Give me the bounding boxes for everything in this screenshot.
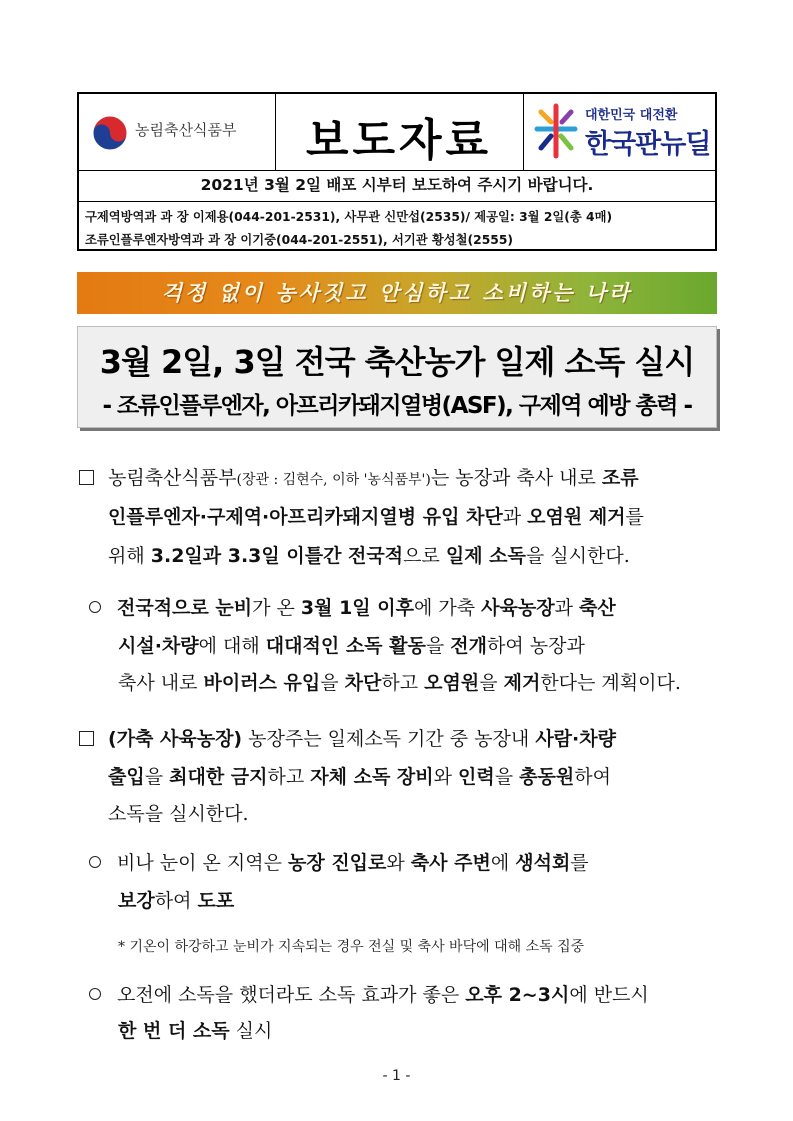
- paragraph-2-line-3: 축사 내로 바이러스 유입을 차단하고 오염원을 제거한다는 계획이다.: [118, 672, 681, 694]
- paragraph-4-line-1: 비나 눈이 온 지역은 농장 진입로와 축사 주변에 생석회를: [89, 848, 589, 875]
- release-notice: 2021년 3월 2일 배포 시부터 보도하여 주시기 바랍니다.: [79, 170, 715, 202]
- press-header-table: [77, 92, 717, 251]
- new-deal-subtitle: 대한민국 대전환: [585, 108, 678, 123]
- slogan-banner: [77, 272, 717, 314]
- contact-line-2: 조류인플루엔자방역과 과 장 이기중(044-201-2551), 서기관 황성철(2555): [85, 233, 514, 247]
- paragraph-5-line-2: 한 번 더 소독 실시: [118, 1020, 273, 1042]
- header-top-row: [79, 94, 715, 171]
- circle-bullet-icon: [89, 988, 101, 1000]
- paragraph-1-line-3: 위해 3.2일과 3.3일 이틀간 전국적으로 일제 소독을 실시한다.: [108, 545, 630, 567]
- taegeuk-logo-icon: [91, 114, 129, 152]
- ministry-name: 농림축산식품부: [135, 121, 237, 139]
- footnote: * 기온이 하강하고 눈비가 지속되는 경우 전실 및 축사 바닥에 대해 소독 집중: [118, 939, 585, 955]
- paragraph-2-line-1: 전국적으로 눈비가 온 3월 1일 이후에 가축 사육농장과 축산: [89, 593, 616, 620]
- paragraph-3-line-2: 출입을 최대한 금지하고 자체 소독 장비와 인력을 총동원하여: [108, 766, 611, 788]
- new-deal-logo-icon: [531, 102, 581, 160]
- page-number: - 1 -: [382, 1068, 411, 1084]
- paragraph-4-line-2: 보강하여 도포: [118, 890, 235, 912]
- circle-bullet-icon: [89, 856, 101, 868]
- paragraph-2-line-2: 시설·차량에 대해 대대적인 소독 활동을 전개하여 농장과: [118, 635, 585, 657]
- press-release-title: 보도자료: [305, 115, 492, 166]
- contact-line-1: 구제역방역과 과 장 이제용(044-201-2531), 사무관 신만섭(2535)/ 제공일: 3월 2일(총 4매): [85, 210, 613, 224]
- sub-headline: - 조류인플루엔자, 아프리카돼지열병(ASF), 구제역 예방 총력 -: [102, 393, 692, 419]
- paragraph-1-line-2: 인플루엔자·구제역·아프리카돼지열병 유입 차단과 오염원 제거를: [108, 506, 644, 528]
- korean-new-deal-logo-cell: [523, 94, 717, 170]
- press-title-cell: [275, 94, 524, 170]
- main-headline: 3월 2일, 3일 전국 축산농가 일제 소독 실시: [99, 343, 695, 381]
- paragraph-1-line-1: 농림축산식품부(장관 : 김현수, 이하 '농식품부')는 농장과 축사 내로 조류: [79, 463, 639, 490]
- contact-info: [79, 201, 715, 251]
- square-bullet-icon: [79, 731, 94, 746]
- slogan-text: 걱정 없이 농사짓고 안심하고 소비하는 나라: [161, 280, 633, 305]
- square-bullet-icon: [79, 470, 94, 485]
- headline-box: [77, 326, 717, 428]
- paragraph-3-line-3: 소독을 실시한다.: [108, 803, 249, 825]
- circle-bullet-icon: [89, 601, 101, 613]
- ministry-logo-cell: [79, 94, 276, 170]
- new-deal-title: 한국판뉴딜: [585, 129, 711, 160]
- paragraph-5-line-1: 오전에 소독을 했더라도 소독 효과가 좋은 오후 2~3시에 반드시: [89, 980, 649, 1007]
- paragraph-3-line-1: (가축 사육농장) 농장주는 일제소독 기간 중 농장내 사람·차량: [79, 724, 616, 751]
